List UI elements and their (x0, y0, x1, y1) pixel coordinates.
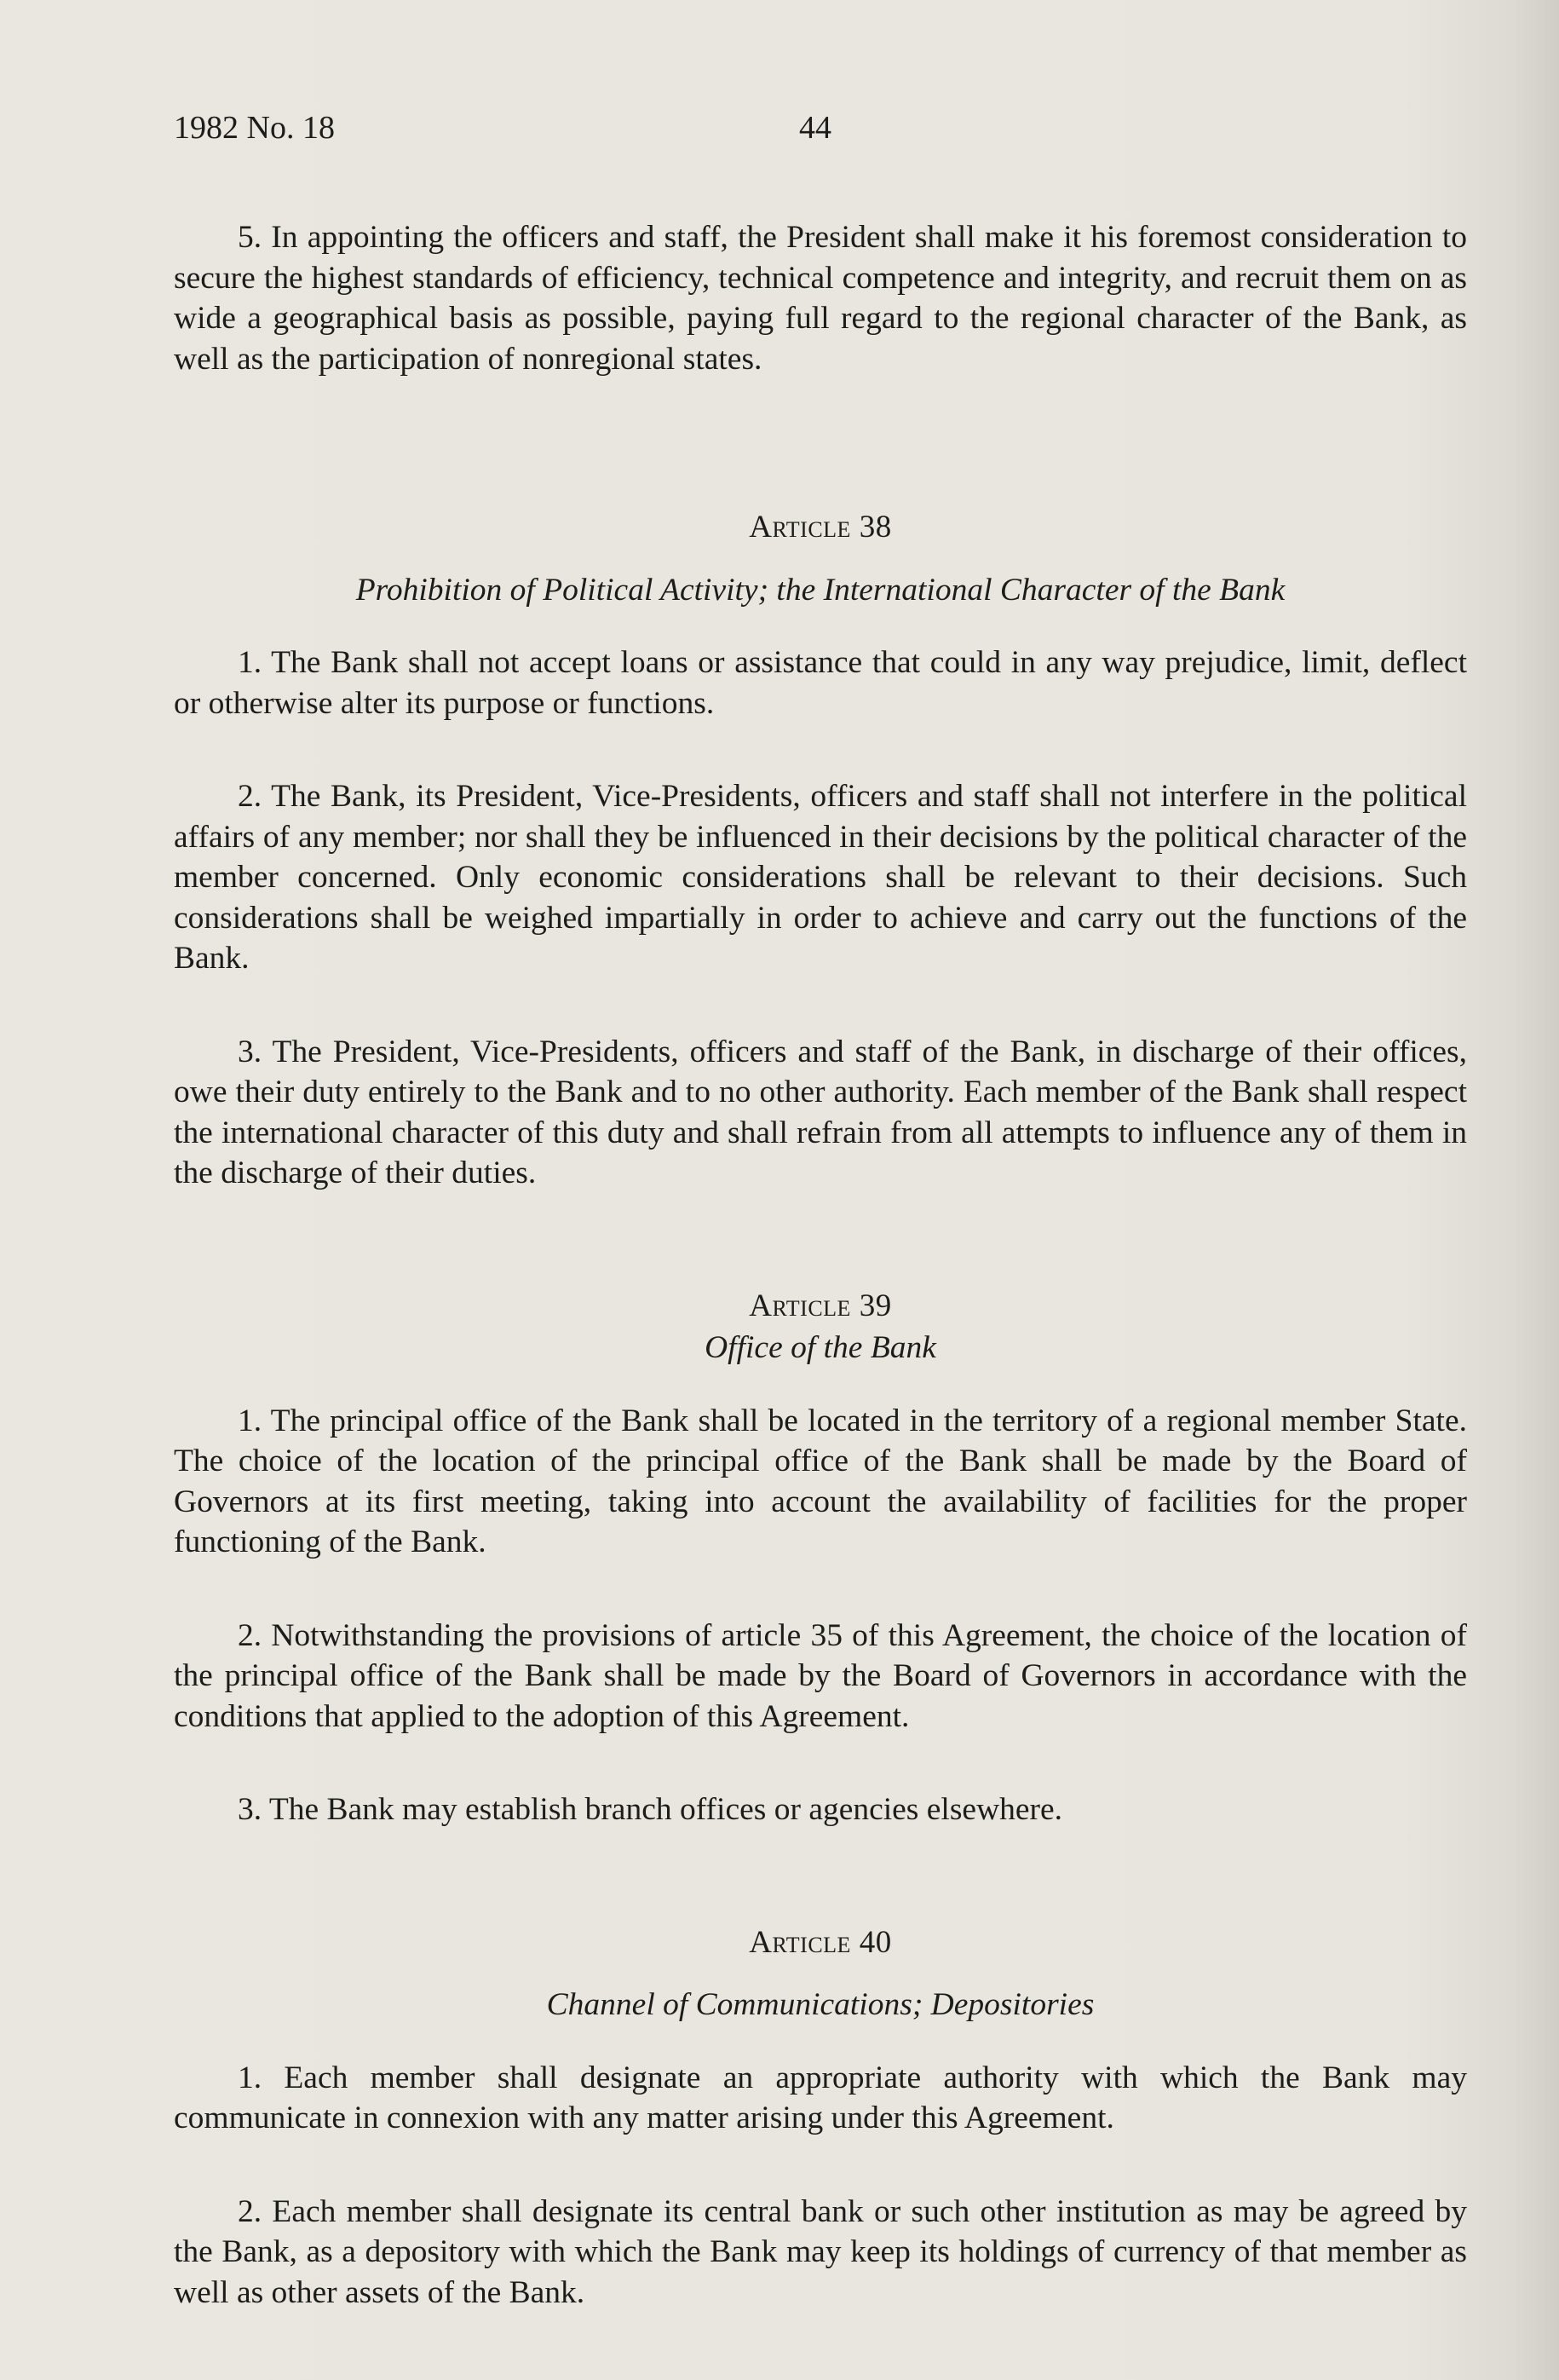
page-number: 44 (799, 110, 831, 146)
article-40-paragraph-2: 2. Each member shall designate its central bank or such other institution as may be agreed by the Bank, as a depository with which the Bank may keep its holdings of currency of that member as well as other assets of the Bank. (174, 2193, 1467, 2310)
article-39-paragraph-3: 3. The Bank may establish branch offices or agencies elsewhere. (238, 1792, 1063, 1827)
article-38-title: Prohibition of Political Activity; the International Character of the Bank (355, 572, 1286, 608)
page-body (174, 217, 1467, 2366)
article-38-paragraph-1: 1. The Bank shall not accept loans or assistance that could in any way prejudice, limit, deflect or otherwise alter its purpose or functions. (174, 645, 1467, 721)
article-39-heading: Article 39 (749, 1288, 892, 1323)
page-header (174, 109, 1474, 160)
article-40-title: Channel of Communications; Depositories (546, 1987, 1095, 2022)
article-38-paragraph-3: 3. The President, Vice-Presidents, officers and staff of the Bank, in discharge of their offices, owe their duty entirely to the Bank and to no other authority. Each member of the Bank shall respect the international character of this duty and shall refrain from all attempts to influence any of them in the discharge of their duties. (174, 1034, 1467, 1190)
article-40-heading: Article 40 (749, 1924, 892, 1960)
article-39-paragraph-2: 2. Notwithstanding the provisions of article 35 of this Agreement, the choice of the location of the principal office of the Bank shall be made by the Board of Governors in accordance with the conditions that applied to the adoption of this Agreement. (174, 1617, 1467, 1734)
intro-paragraph: 5. In appointing the officers and staff, the President shall make it his foremost consideration to secure the highest standards of efficiency, technical competence and integrity, and recruit them on as wide a geographical basis as possible, paying full regard to the regional character of the Bank, as well as the participation of nonregional states. (174, 220, 1467, 377)
article-39-paragraph-1: 1. The principal office of the Bank shall be located in the territory of a regional member State. The choice of the location of the principal office of the Bank shall be made by the Board of Governors at its first meeting, taking into account the availability of facilities for the proper functioning of the Bank. (174, 1403, 1467, 1559)
article-40-paragraph-1: 1. Each member shall designate an appropriate authority with which the Bank may communicate in connexion with any matter arising under this Agreement. (174, 2060, 1467, 2135)
article-38-heading: Article 38 (749, 510, 892, 545)
document-reference: 1982 No. 18 (174, 110, 335, 146)
article-39-title: Office of the Bank (705, 1330, 936, 1365)
article-38-paragraph-2: 2. The Bank, its President, Vice-Presidents, officers and staff shall not interfere in the political affairs of any member; nor shall they be influenced in their decisions by the political character of the member concerned. Only economic considerations shall be relevant to their decisions. Such considerations shall be weighed impartially in order to achieve and carry out the functions of the Bank. (174, 779, 1467, 976)
